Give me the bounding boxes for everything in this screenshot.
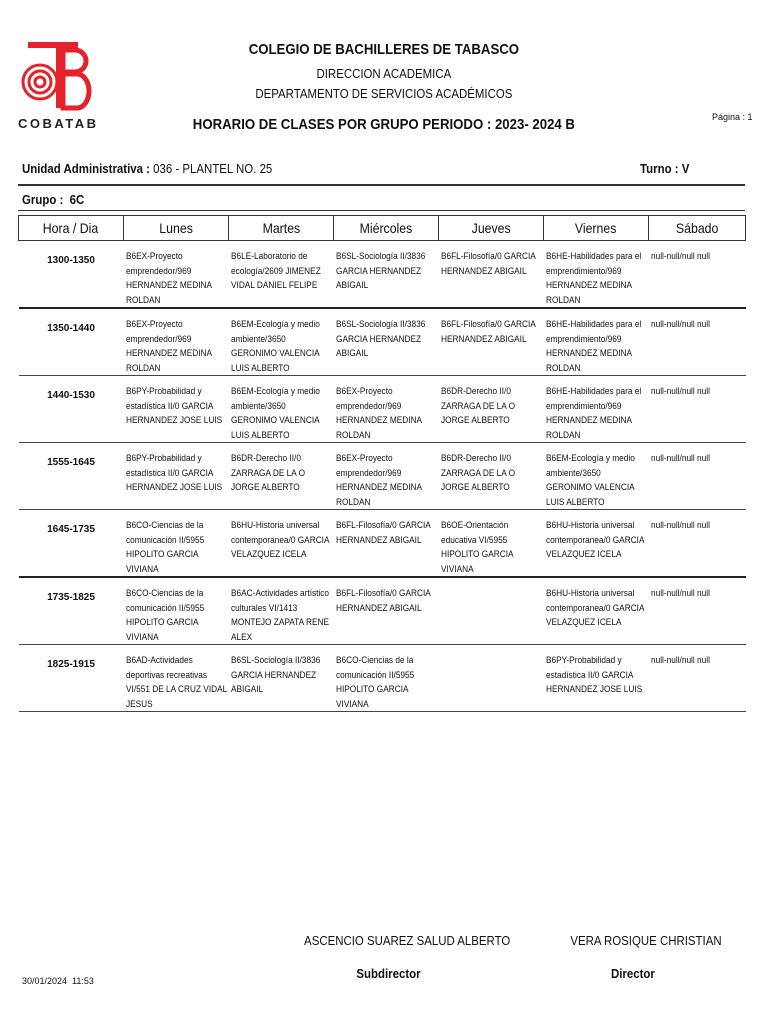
class-cell: B6CO-Ciencias de la comunicación II/5955 HIPOLITO GARCIA VIVIANA	[335, 655, 414, 709]
header-friday: Viernes	[544, 216, 649, 241]
shift-value: V	[681, 161, 690, 176]
class-cell: B6SL-Sociología II/3836 GARCIA HERNANDEZ ABIGAIL	[335, 319, 425, 358]
class-cell: B6HU-Historia universal contemporanea/0 GARCIA VELAZQUEZ ICELA	[545, 520, 644, 559]
director-name: VERA ROSIQUE CHRISTIAN	[570, 933, 722, 948]
class-cell: null-null/null null	[650, 655, 710, 665]
class-cell: B6HU-Historia universal contemporanea/0 GARCIA VELAZQUEZ ICELA	[545, 588, 644, 627]
hour-cell: 1300-1350	[47, 255, 95, 266]
class-cell: B6EX-Proyecto emprendedor/969 HERNANDEZ MEDINA ROLDAN	[335, 453, 422, 507]
class-cell: B6AC-Actividades artístico culturales VI/1413 MONTEJO ZAPATA RENE ALEX	[230, 588, 329, 642]
class-cell	[439, 577, 544, 645]
class-cell: B6DR-Derecho II/0 ZARRAGA DE LA O JORGE ALBERTO	[440, 453, 515, 492]
hour-cell: 1440-1530	[47, 390, 95, 401]
table-row	[19, 241, 746, 309]
header-thursday: Jueves	[439, 216, 544, 241]
class-cell: B6EM-Ecología y medio ambiente/3650 GERONIMO VALENCIA LUIS ALBERTO	[230, 386, 320, 440]
print-date: 30/01/2024	[22, 976, 68, 986]
header-hour: Hora / Dia	[19, 216, 124, 241]
department-name: DEPARTAMENTO DE SERVICIOS ACADÉMICOS	[255, 86, 513, 101]
shift-row	[640, 161, 689, 176]
class-cell: B6FL-Filosofía/0 GARCIA HERNANDEZ ABIGAIL	[440, 251, 535, 276]
class-cell: B6PY-Probabilidad y estadística II/0 GARCIA HERNANDEZ JOSE LUIS	[545, 655, 642, 694]
class-cell: null-null/null null	[650, 319, 710, 329]
group-row	[22, 192, 84, 207]
unit-label: Unidad Administrativa :	[22, 161, 150, 176]
header-monday: Lunes	[124, 216, 229, 241]
institution-name: COLEGIO DE BACHILLERES DE TABASCO	[248, 41, 520, 58]
class-cell: B6EX-Proyecto emprendedor/969 HERNANDEZ MEDINA ROLDAN	[335, 386, 422, 440]
class-cell: B6EX-Proyecto emprendedor/969 HERNANDEZ MEDINA ROLDAN	[125, 251, 212, 305]
divider	[18, 184, 745, 186]
hour-cell: 1555-1645	[47, 457, 95, 468]
class-cell: B6OE-Orientación educativa VI/5955 HIPOLITO GARCIA VIVIANA	[440, 520, 513, 574]
header-tuesday: Martes	[229, 216, 334, 241]
class-cell: B6FL-Filosofía/0 GARCIA HERNANDEZ ABIGAIL	[335, 588, 430, 613]
hour-cell: 1735-1825	[47, 592, 95, 603]
header-wednesday: Miércoles	[334, 216, 439, 241]
class-cell: B6CO-Ciencias de la comunicación II/5955 HIPOLITO GARCIA VIVIANA	[125, 520, 204, 574]
class-cell: B6HE-Habilidades para el emprendimiento/969 HERNANDEZ MEDINA ROLDAN	[545, 319, 641, 373]
class-cell: B6HE-Habilidades para el emprendimiento/969 HERNANDEZ MEDINA ROLDAN	[545, 251, 641, 305]
table-header-row	[19, 216, 746, 241]
class-cell: B6FL-Filosofía/0 GARCIA HERNANDEZ ABIGAIL	[335, 520, 430, 545]
class-cell: B6HU-Historia universal contemporanea/0 GARCIA VELAZQUEZ ICELA	[230, 520, 329, 559]
unit-row	[22, 161, 272, 176]
class-cell	[439, 645, 544, 712]
subdirector-role: Subdirector	[356, 966, 421, 981]
class-cell: B6LE-Laboratorio de ecología/2609 JIMENEZ VIDAL DANIEL FELIPE	[230, 251, 321, 290]
unit-value: 036 - PLANTEL NO. 25	[153, 161, 273, 176]
class-cell: B6AD-Actividades deportivas recreativas VI/551 DE LA CRUZ VIDAL JESUS	[125, 655, 227, 709]
page-number: Página : 1	[712, 112, 753, 122]
class-cell: B6CO-Ciencias de la comunicación II/5955 HIPOLITO GARCIA VIVIANA	[125, 588, 204, 642]
table-row	[19, 510, 746, 578]
subdirector-name: ASCENCIO SUAREZ SALUD ALBERTO	[304, 933, 511, 948]
table-row	[19, 308, 746, 376]
group-label: Grupo :	[22, 192, 64, 207]
class-cell: B6PY-Probabilidad y estadística II/0 GARCIA HERNANDEZ JOSE LUIS	[125, 453, 222, 492]
table-row	[19, 577, 746, 645]
table-row	[19, 376, 746, 443]
divider	[18, 210, 745, 211]
logo-text: COBATAB	[18, 116, 99, 131]
class-cell: B6SL-Sociología II/3836 GARCIA HERNANDEZ ABIGAIL	[230, 655, 320, 694]
direction-name: DIRECCION ACADEMICA	[316, 66, 452, 81]
header-saturday: Sábado	[649, 216, 746, 241]
document-title: HORARIO DE CLASES POR GRUPO PERIODO : 2023- 2024 B	[192, 116, 575, 133]
class-cell: null-null/null null	[650, 520, 710, 530]
class-cell: B6EM-Ecología y medio ambiente/3650 GERONIMO VALENCIA LUIS ALBERTO	[230, 319, 320, 373]
class-cell: null-null/null null	[650, 588, 710, 598]
table-row	[19, 443, 746, 510]
shift-label: Turno :	[640, 161, 679, 176]
class-cell: B6PY-Probabilidad y estadística II/0 GARCIA HERNANDEZ JOSE LUIS	[125, 386, 222, 425]
class-cell: B6DR-Derecho II/0 ZARRAGA DE LA O JORGE ALBERTO	[440, 386, 515, 425]
class-cell: B6DR-Derecho II/0 ZARRAGA DE LA O JORGE ALBERTO	[230, 453, 305, 492]
print-time: 11:53	[72, 976, 94, 986]
group-value: 6C	[69, 192, 85, 207]
hour-cell: 1350-1440	[47, 323, 95, 334]
class-cell: B6EM-Ecología y medio ambiente/3650 GERONIMO VALENCIA LUIS ALBERTO	[545, 453, 635, 507]
table-row	[19, 645, 746, 712]
class-cell: B6FL-Filosofía/0 GARCIA HERNANDEZ ABIGAIL	[440, 319, 535, 344]
schedule-table	[18, 215, 746, 712]
class-cell: B6HE-Habilidades para el emprendimiento/969 HERNANDEZ MEDINA ROLDAN	[545, 386, 641, 440]
class-cell: null-null/null null	[650, 386, 710, 396]
class-cell: B6SL-Sociología II/3836 GARCIA HERNANDEZ ABIGAIL	[335, 251, 425, 290]
class-cell: null-null/null null	[650, 251, 710, 261]
director-role: Director	[610, 966, 655, 981]
class-cell: null-null/null null	[650, 453, 710, 463]
hour-cell: 1825-1915	[47, 659, 95, 670]
class-cell: B6EX-Proyecto emprendedor/969 HERNANDEZ MEDINA ROLDAN	[125, 319, 212, 373]
hour-cell: 1645-1735	[47, 524, 95, 535]
